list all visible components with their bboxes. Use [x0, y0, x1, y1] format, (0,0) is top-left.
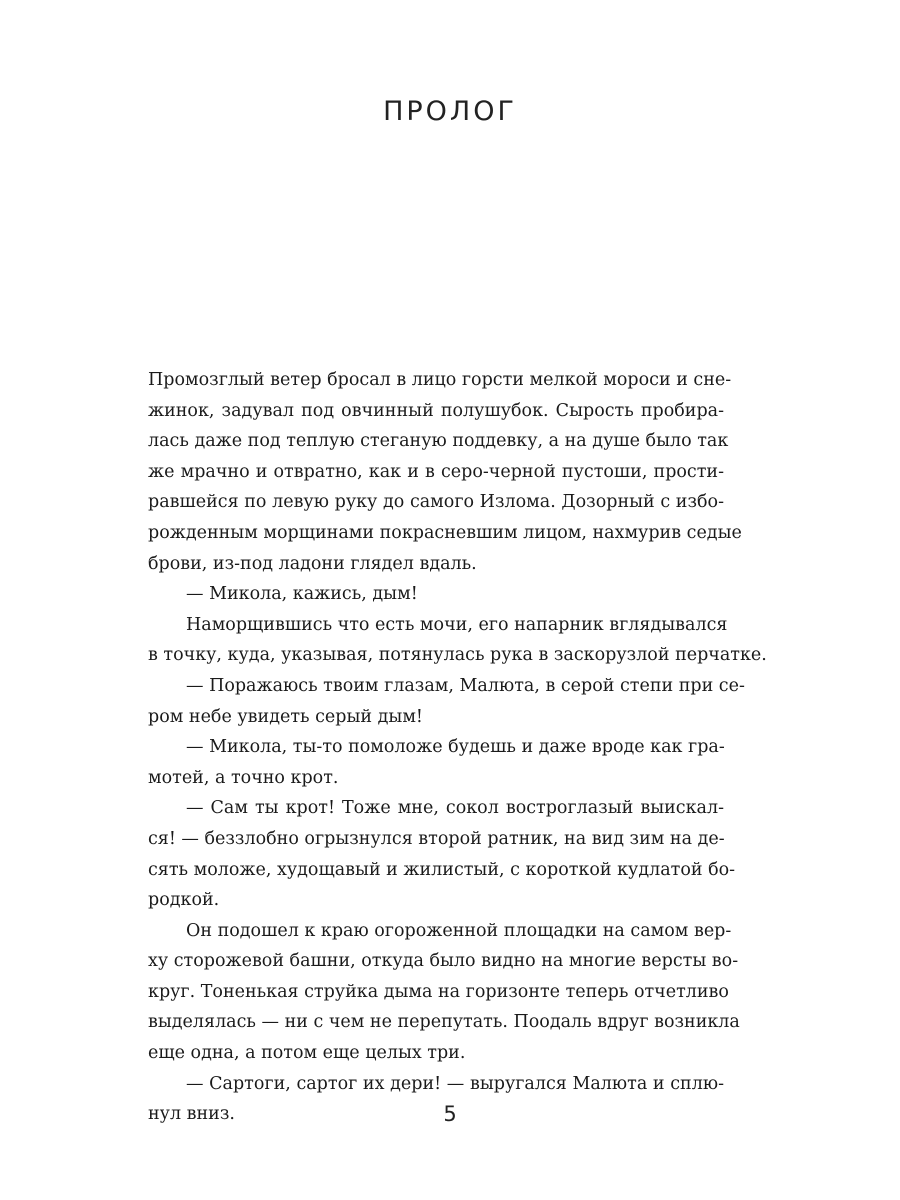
text-line: — Микола, кажись, дым! — [186, 584, 418, 605]
text-line: ся! — беззлобно огрызнулся второй ратник, на вид зим на де- — [148, 828, 725, 849]
text-line: ром небе увидеть серый дым! — [148, 706, 423, 727]
text-line: Он подошел к краю огороженной площадки на самом вер- — [186, 920, 732, 941]
text-line: — Поражаюсь твоим глазам, Малюта, в серой степи при се- — [186, 675, 745, 696]
text-line: рожденным морщинами покрасневшим лицом, нахмурив седые — [148, 522, 742, 543]
text-line: жинок, задувал под овчинный полушубок. Сырость пробира- — [148, 400, 724, 421]
text-line: Наморщившись что есть мочи, его напарник вглядывался — [186, 614, 728, 635]
text-line: — Сартоги, сартог их дери! — выругался Малюта и сплю- — [186, 1073, 724, 1094]
text-line: мотей, а точно крот. — [148, 767, 339, 788]
text-line: нул вниз. — [148, 1104, 235, 1125]
text-line: брови, из-под ладони глядел вдаль. — [148, 553, 477, 574]
page-number: 5 — [443, 1102, 457, 1126]
text-line: ху сторожевой башни, откуда было видно на многие версты во- — [148, 951, 739, 972]
text-line: родкой. — [148, 890, 220, 911]
text-line: лась даже под теплую стеганую поддевку, а на душе было так — [148, 431, 729, 452]
prologue-text — [148, 365, 767, 1130]
text-line: в точку, куда, указывая, потянулась рука в заскорузлой перчатке. — [148, 645, 767, 666]
text-line: же мрачно и отвратно, как и в серо-черной пустоши, прости- — [148, 461, 724, 482]
text-line: выделялась — ни с чем не перепутать. Поодаль вдруг возникла — [148, 1012, 740, 1033]
text-line: сять моложе, худощавый и жилистый, с короткой кудлатой бо- — [148, 859, 736, 880]
text-line: Промозглый ветер бросал в лицо горсти мелкой мороси и сне- — [148, 370, 732, 390]
text-line: равшейся по левую руку до самого Излома. Дозорный с избо- — [148, 492, 724, 513]
chapter-title: ПРОЛОГ — [383, 96, 517, 127]
text-line: — Микола, ты-то помоложе будешь и даже вроде как гра- — [186, 737, 725, 758]
text-line: еще одна, а потом еще целых три. — [148, 1043, 466, 1064]
text-line: — Сам ты крот! Тоже мне, сокол востроглазый выискал- — [186, 798, 724, 819]
text-line: круг. Тоненькая струйка дыма на горизонте теперь отчетливо — [148, 981, 729, 1002]
